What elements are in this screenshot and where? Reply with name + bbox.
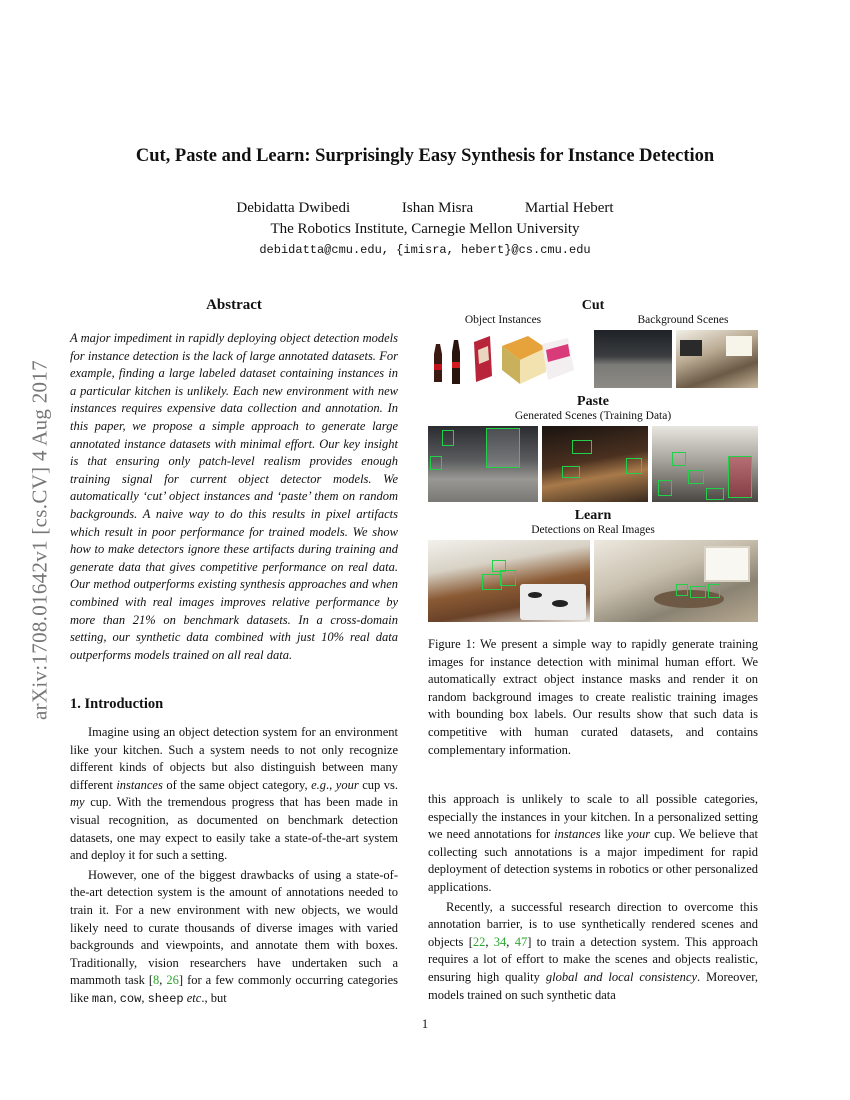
abstract-text: A major impediment in rapidly deploying object detection models for instance detection is the lack of large annotated datasets. For example, finding a large labeled dataset containing instances in a particular kitchen is unlikely. Each new environment with new instances requires expensive data collection and annotation. In this paper, we propose a simple approach to generate large annotated instance datasets with minimal effort. Our key insight is that ensuring only patch-level realism provides enough training signal for current object detector models. We automatically ‘cut’ object instances and ‘paste’ them on random backgrounds. A naive way to do this results in pixel artifacts which result in poor performance for trained models. We show how to make detectors ignore these artifacts during training and generate data that gives competitive performance on real data. Our method outperforms existing synthesis approaches and when combined with real images improves relative performance by more than 21% on benchmark datasets. In a cross-domain setting, our synthetic data combined with just 10% real data outperforms models trained on all real data. (70, 331, 398, 662)
section-heading-introduction: 1. Introduction (70, 696, 164, 712)
bbox (486, 428, 520, 468)
bbox (706, 488, 724, 500)
author-name: Debidatta Dwibedi (236, 200, 351, 216)
citation-link[interactable]: 22 (472, 934, 486, 949)
bbox (658, 480, 672, 496)
bbox (708, 584, 720, 598)
author-name: Martial Hebert (524, 200, 614, 216)
figure-1 (428, 298, 758, 623)
bbox (690, 586, 706, 598)
real-detection-2 (594, 540, 758, 622)
bbox (500, 570, 516, 586)
learn-label: Learn (574, 508, 612, 523)
author-list (60, 200, 790, 217)
bbox (442, 430, 454, 446)
detections-label: Detections on Real Images (531, 524, 655, 536)
real-detection-1 (428, 540, 590, 622)
bbox (430, 456, 442, 470)
bbox (492, 560, 506, 572)
citation-link[interactable]: 34 (493, 934, 507, 949)
background-scenes-label: Background Scenes (637, 314, 729, 326)
institution: The Robotics Institute, Carnegie Mellon University (270, 221, 580, 237)
author-emails: debidatta@cmu.edu, {imisra, hebert}@cs.cmu.edu (259, 243, 591, 257)
arxiv-sidebar: arXiv:1708.01642v1 [cs.CV] 4 Aug 2017 (27, 360, 52, 720)
page-number: 1 (421, 1017, 429, 1031)
paste-label: Paste (577, 394, 609, 409)
bbox (482, 574, 502, 590)
paragraph: Imagine using an object detection system for an environment like your kitchen. Such a system needs to not only recognize different kinds of objects but also distinguish between many different instances of the same object category, e.g., your cup vs. my cup. With the tremendous progress that has been made in visual recognition, as documented on benchmark detection datasets, one may expect to easily take a state-of-the-art system and deploy it for such a setting. (70, 725, 398, 863)
paragraph: However, one of the biggest drawbacks of using a state-of-the-art detection system is the amount of annotations needed to train it. For a new environment with new objects, we would likely need to curate thousands of diverse images with varied backgrounds and viewpoints, and annotate them with boxes. Traditionally, vision researchers have undertaken such a mammoth task [8, 26] for a few commonly occurring categories like man, cow, sheep etc., but (70, 867, 398, 1006)
cut-label: Cut (581, 298, 605, 313)
paragraph: Recently, a successful research direction to overcome this annotation barrier, is to use synthetically rendered scenes and objects [22, 34, 47] to train a detection system. This approach requires a lot of effort to make the scenes and objects realistic, ensuring high quality global and local consistency. Moreover, models trained on such synthetic data (428, 899, 759, 1002)
citation-link[interactable]: 26 (166, 973, 179, 988)
background-scene-2 (676, 330, 758, 388)
bbox (626, 458, 642, 474)
abstract-heading: Abstract (206, 297, 262, 313)
citation-link[interactable]: 47 (514, 934, 528, 949)
right-column-body (428, 791, 758, 1004)
background-scene-1 (594, 330, 672, 388)
generated-scene-1 (428, 426, 538, 502)
bbox (562, 466, 580, 478)
author-name: Ishan Misra (401, 200, 474, 216)
paragraph: this approach is unlikely to scale to all possible categories, especially the instances in your kitchen. In a personalized setting we need annotations for instances like your cup. We believe that collecting such annotations is a major impediment for rapid deployment of detection systems in robotics or other personalized applications. (428, 792, 758, 894)
figure-caption: Figure 1: We present a simple way to rapidly generate training images for instance detection with minimal human effort. We automatically extract object instance masks and render it on random background images to create realistic training images with bounding box labels. Our results show that such data is competitive with human curated datasets, and contains complementary information. (428, 637, 758, 757)
bbox (672, 452, 686, 466)
introduction-body (70, 724, 398, 1009)
paper-title: Cut, Paste and Learn: Surprisingly Easy Synthesis for Instance Detection (135, 146, 715, 166)
citation-link[interactable]: 8 (153, 973, 160, 988)
object-instances-label: Object Instances (464, 314, 542, 326)
generated-scene-2 (542, 426, 648, 502)
object-instances-drawing (428, 330, 578, 388)
object-instances-image (428, 330, 578, 388)
generated-scenes-label: Generated Scenes (Training Data) (514, 410, 672, 422)
bbox (728, 456, 752, 498)
bbox (572, 440, 592, 454)
bbox (676, 584, 688, 596)
bbox (688, 470, 704, 484)
generated-scene-3 (652, 426, 758, 502)
